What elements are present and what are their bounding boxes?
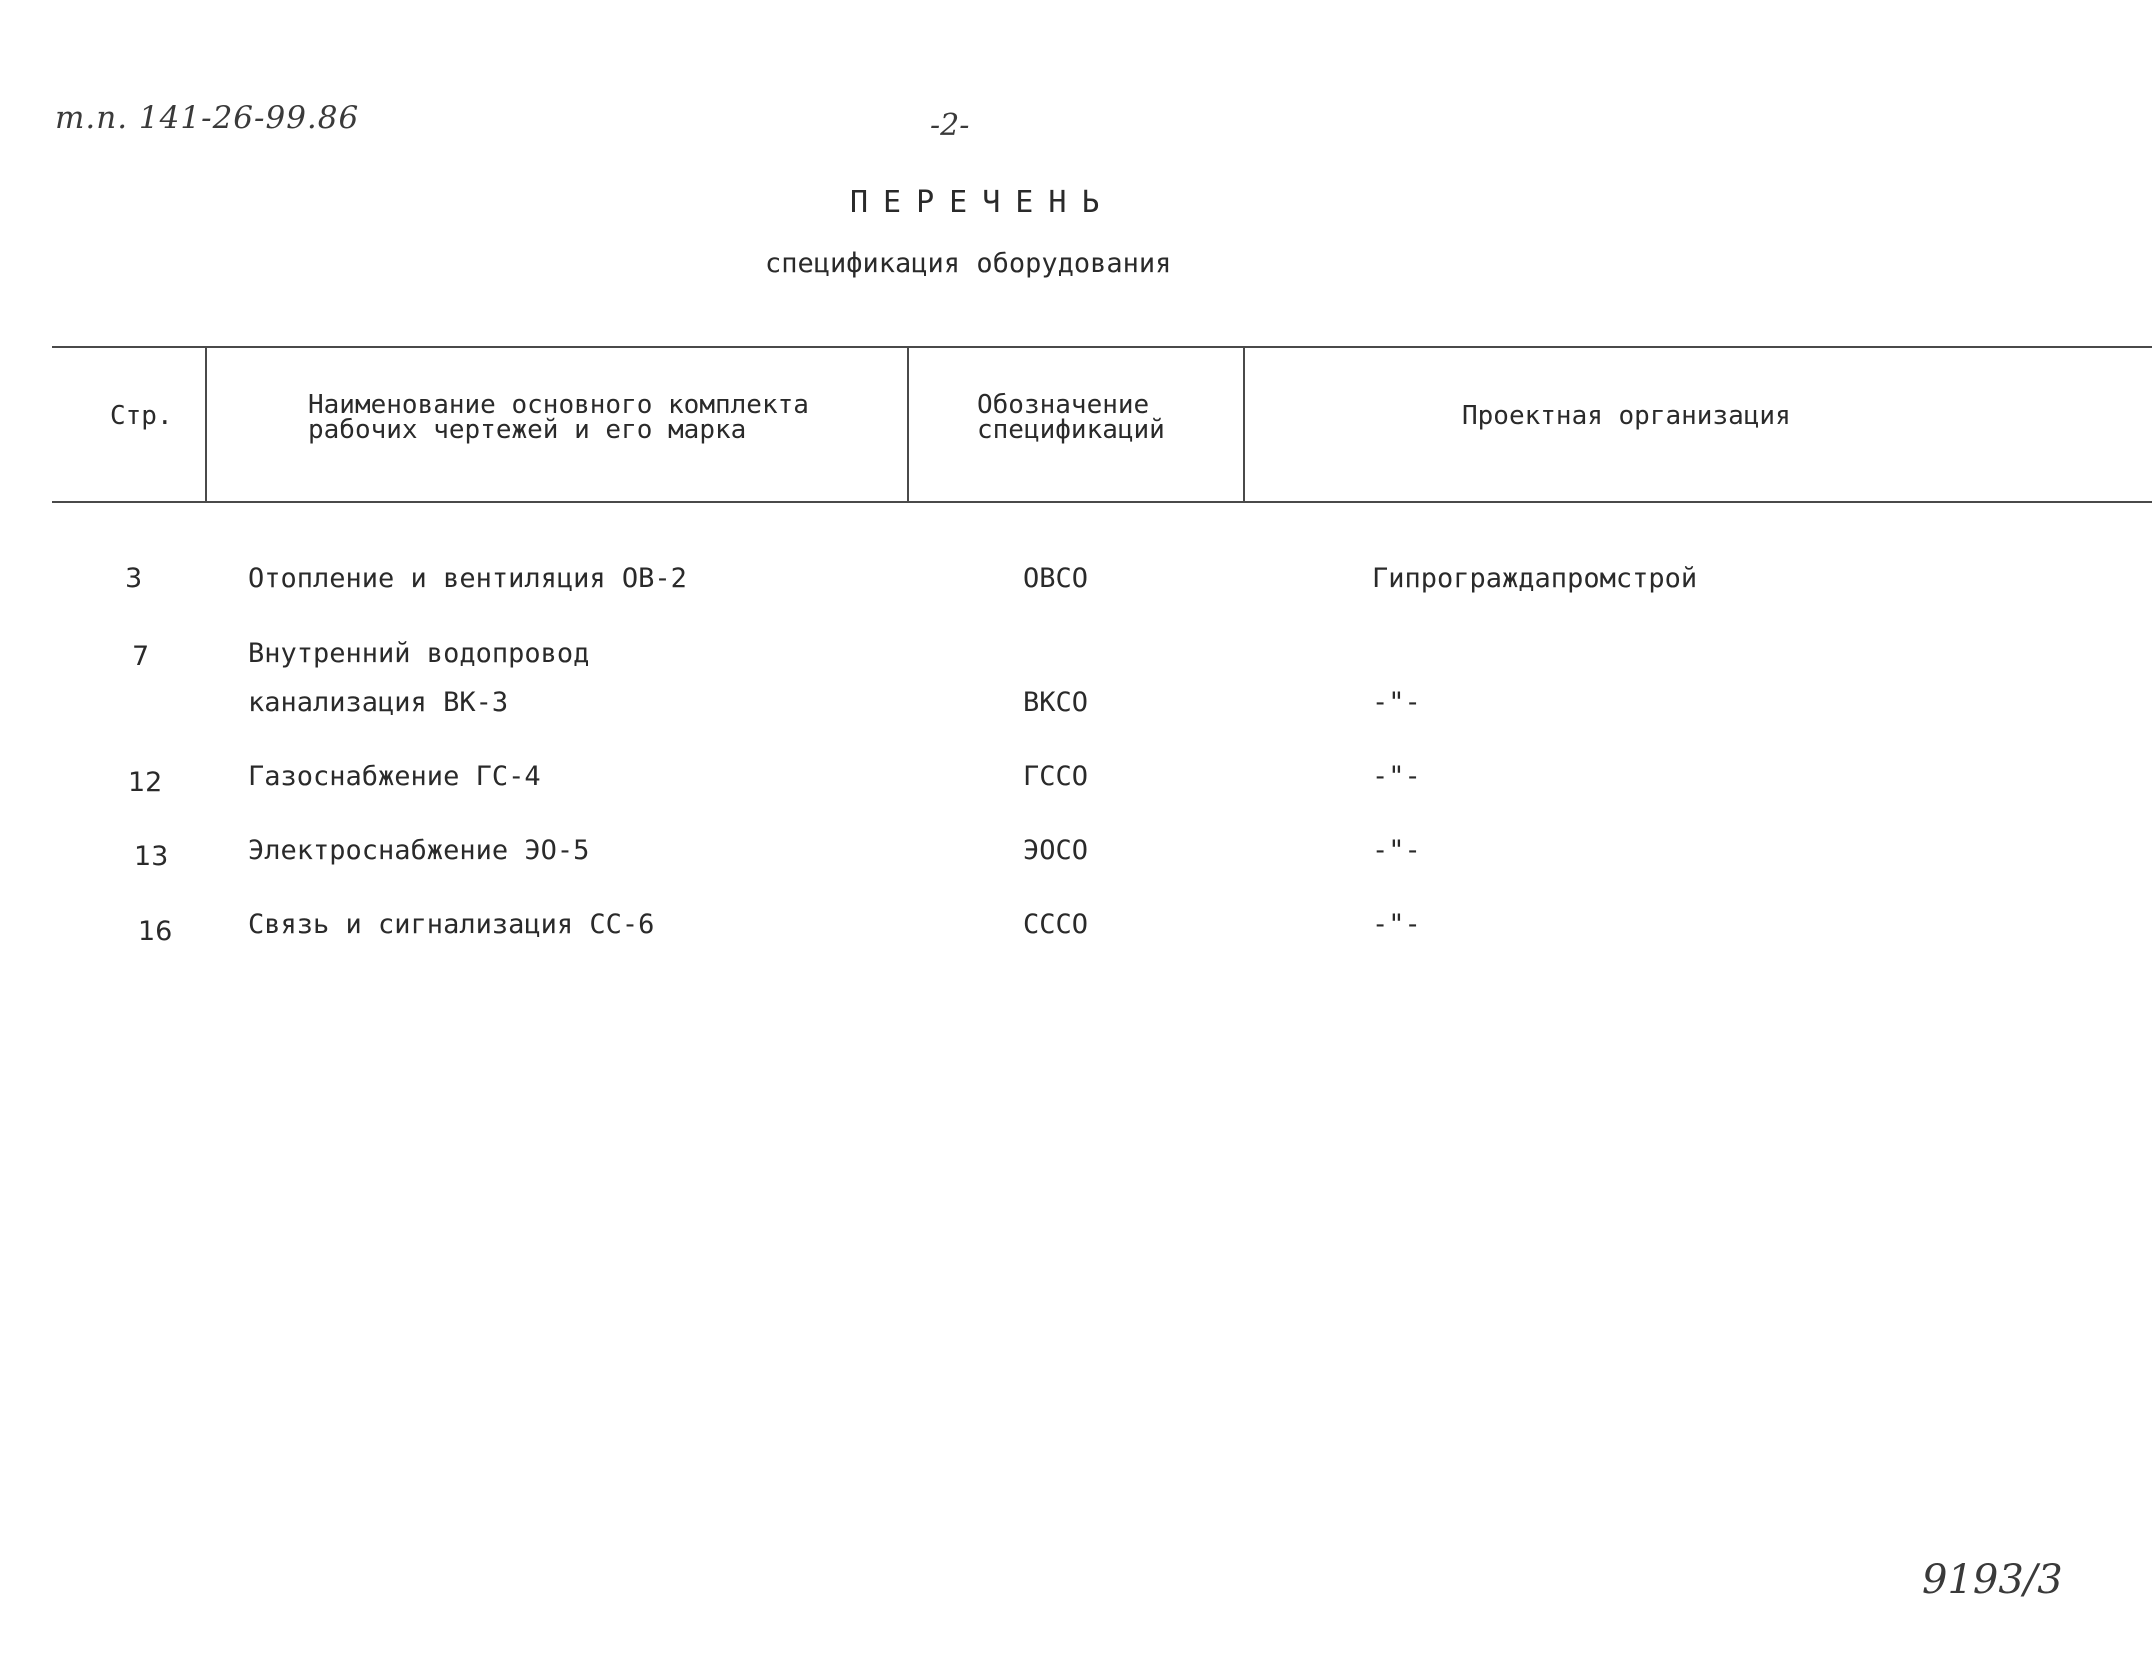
- row-2-name-line1: Внутренний водопровод: [248, 638, 590, 669]
- document-code: т.п. 141-26-99.86: [55, 100, 360, 136]
- row-2-page: 7: [132, 641, 150, 672]
- column-divider-2: [907, 346, 909, 503]
- row-5-designation: СССО: [1023, 909, 1089, 940]
- column-header-name-line2: рабочих чертежей и его марка: [308, 415, 747, 445]
- table-top-border: [52, 346, 2152, 348]
- row-3-organization: -"-: [1372, 761, 1421, 792]
- row-1-organization: Гипрограждапромстрой: [1372, 563, 1698, 594]
- column-header-organization: Проектная организация: [1462, 401, 1791, 431]
- column-header-page: Стр.: [110, 401, 173, 431]
- page-number: -2-: [930, 108, 970, 143]
- row-3-designation: ГССО: [1023, 761, 1089, 792]
- column-header-designation-line1: Обозначение: [977, 390, 1150, 420]
- row-3-name: Газоснабжение ГС-4: [248, 761, 541, 792]
- row-4-organization: -"-: [1372, 835, 1421, 866]
- row-1-name: Отопление и вентиляция ОВ-2: [248, 563, 687, 594]
- page-title: ПЕРЕЧЕНЬ: [850, 185, 1115, 220]
- row-5-organization: -"-: [1372, 909, 1421, 940]
- column-divider-3: [1243, 346, 1245, 503]
- column-divider-1: [205, 346, 207, 503]
- row-5-page: 16: [138, 916, 173, 947]
- row-1-page: 3: [125, 563, 143, 594]
- row-2-name-line2: канализация ВК-3: [248, 687, 509, 718]
- row-3-page: 12: [128, 767, 163, 798]
- row-4-designation: ЭОСО: [1023, 835, 1089, 866]
- column-header-designation-line2: спецификаций: [977, 415, 1165, 445]
- table-header-bottom-border: [52, 501, 2152, 503]
- row-2-designation: ВКСО: [1023, 687, 1089, 718]
- row-4-page: 13: [134, 841, 169, 872]
- row-4-name: Электроснабжение ЭО-5: [248, 835, 590, 866]
- row-5-name: Связь и сигнализация СС-6: [248, 909, 655, 940]
- page-subtitle: спецификация оборудования: [765, 248, 1172, 279]
- column-header-name-line1: Наименование основного комплекта: [308, 390, 809, 420]
- row-1-designation: ОВСО: [1023, 563, 1089, 594]
- row-2-organization: -"-: [1372, 687, 1421, 718]
- archive-stamp-number: 9193/3: [1922, 1557, 2063, 1603]
